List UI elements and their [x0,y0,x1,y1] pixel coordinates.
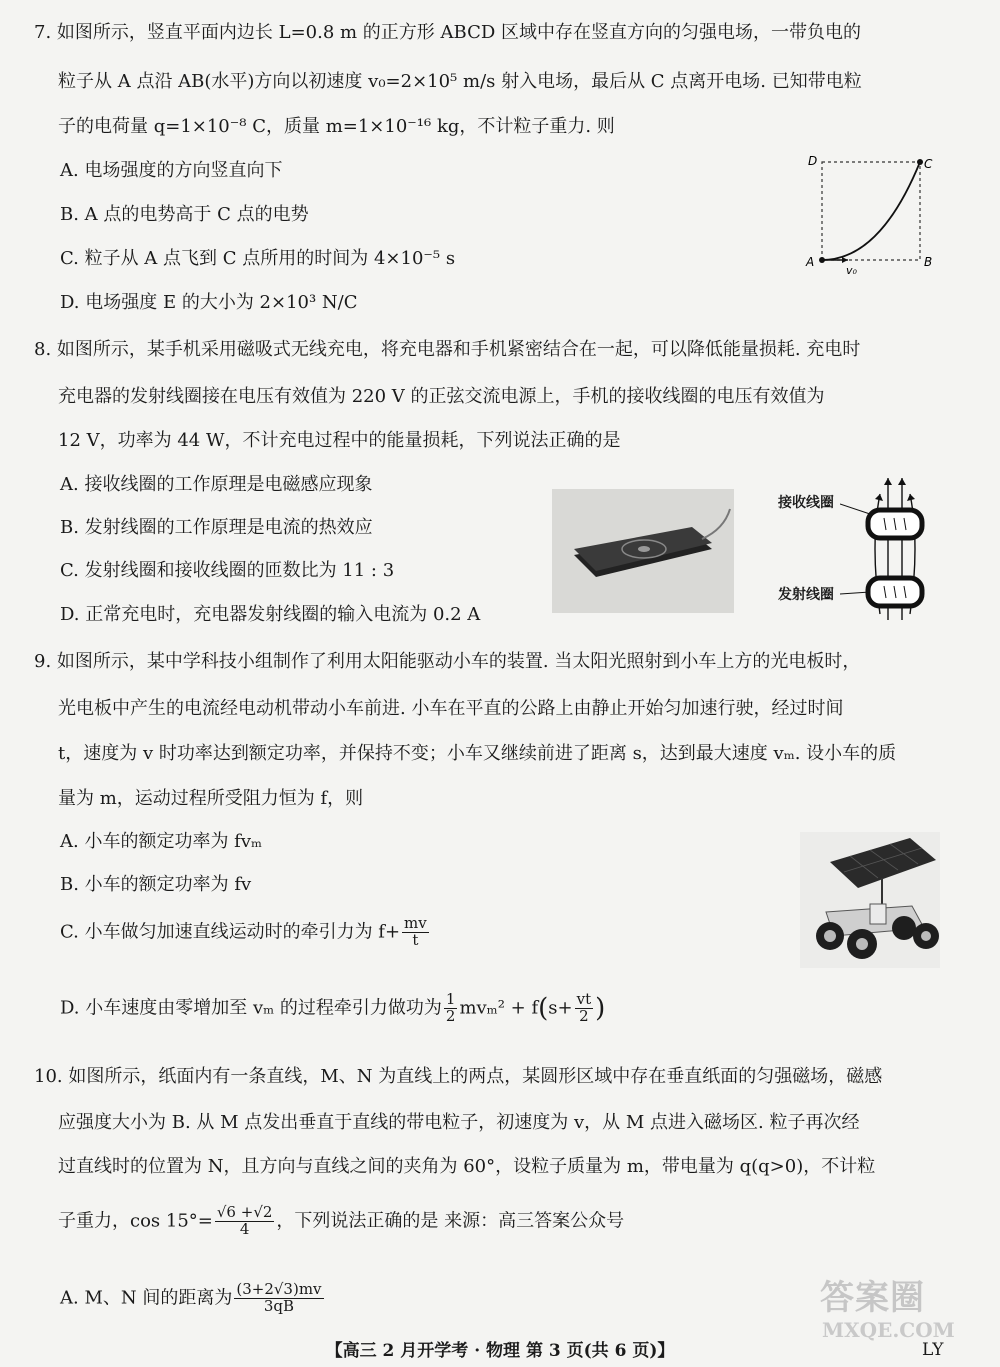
q9-stem-line4: 量为 m，运动过程所受阻力恒为 f，则 [58,788,364,809]
q9-d-vt-num: vt [576,990,592,1008]
q9-stem-line2: 光电板中产生的电流经电动机带动小车前进. 小车在平直的公路上由静止开始匀加速行驶，经过时间 [58,698,844,719]
q7-square-region [822,162,920,260]
q7-label-a: A [806,255,815,269]
q8-coil-diagram [840,474,950,624]
q10-option-a-text: A. M、N 间的距离为 [60,1287,233,1309]
q10-option-a [60,1282,326,1315]
q7-option-a: A. 电场强度的方向竖直向下 [60,160,283,181]
receive-pointer [840,504,870,514]
q9-solar-car-photo [800,832,940,968]
q9-d-fraction-half [444,992,458,1025]
q8-stem-line2: 充电器的发射线圈接在电压有效值为 220 V 的正弦交流电源上，手机的接收线圈的电压有效值为 [58,386,825,407]
q9-d-half-num: 1 [445,990,456,1008]
q9-d-fraction-vt [575,992,594,1025]
q8-option-b: B. 发射线圈的工作原理是电流的热效应 [60,517,373,538]
q9-option-c-fraction [402,916,429,949]
q9-option-d-text: D. 小车速度由零增加至 vₘ 的过程牵引力做功为 [60,997,442,1019]
q7-stem-line2: 粒子从 A 点沿 AB(水平)方向以初速度 v₀=2×10⁵ m/s 射入电场，最后从 C 点离开电场. 已知带电粒 [58,71,862,92]
q7-stem-line3: 子的电荷量 q=1×10⁻⁸ C，质量 m=1×10⁻¹⁶ kg，不计粒子重力. 则 [58,116,615,137]
q9-stem-line3: t，速度为 v 时功率达到额定功率，并保持不变；小车又继续前进了距离 s，达到最大速度 vₘ. 设小车的质 [58,743,897,764]
q7-trajectory [822,162,920,260]
watermark-url: MXQE.COM [822,1318,955,1342]
q9-d-middle: mvₘ² + f [459,997,539,1019]
q8-option-c: C. 发射线圈和接收线圈的匝数比为 11 : 3 [60,560,395,581]
wheel-back-left [892,916,916,940]
q8-stem-line3: 12 V，功率为 44 W，不计充电过程中的能量损耗，下列说法正确的是 [58,430,621,451]
q7-label-b: B [924,255,933,269]
q9-option-b: B. 小车的额定功率为 fv [60,874,252,895]
q10-cos15-num: √6 +√2 [216,1203,273,1221]
q7-label-v0: v₀ [846,264,857,277]
q7-arrow-head [842,257,848,263]
q10-stem-line1: 10. 如图所示，纸面内有一条直线，M、N 为直线上的两点，某圆形区域中存在垂直纸面的匀强磁场，磁感 [34,1066,883,1087]
q9-c-numerator: mv [404,914,427,932]
q10-a-num: (3+2√3)mv [236,1280,322,1298]
q10-line4-tail: ，下列说法正确的是 来源：高三答案公众号 [276,1210,625,1232]
q10-cos15-fraction [215,1205,275,1238]
q10-line4-text: 子重力，cos 15°= [58,1210,213,1232]
q9-d-s: s+ [548,997,573,1019]
q7-option-c: C. 粒子从 A 点飞到 C 点所用的时间为 4×10⁻⁵ s [60,248,456,269]
q10-a-den: 3qB [263,1296,295,1315]
q8-option-a: A. 接收线圈的工作原理是电磁感应现象 [60,474,373,495]
q7-option-d: D. 电场强度 E 的大小为 2×10³ N/C [60,292,358,313]
q10-option-a-fraction [234,1282,323,1315]
q10-cos15-den: 4 [239,1219,250,1238]
q10-stem-line3: 过直线时的位置为 N，且方向与直线之间的夹角为 60°，设粒子质量为 m，带电量为 q(q>0)，不计粒 [58,1156,876,1177]
q7-option-b: B. A 点的电势高于 C 点的电势 [60,204,309,225]
q8-option-d: D. 正常充电时，充电器发射线圈的输入电流为 0.2 A [60,604,481,625]
page-footer: 【高三 2 月开学考 · 物理 第 3 页(共 6 页)】 [325,1341,675,1361]
q7-point-c [917,159,923,165]
q8-label-receive-coil: 接收线圈 [778,495,834,511]
q9-option-a: A. 小车的额定功率为 fvₘ [60,831,263,852]
q8-label-emit-coil: 发射线圈 [778,587,834,603]
q9-c-denominator: t [412,930,419,949]
q9-option-c [60,916,431,949]
q9-option-d: D. 小车速度由零增加至 vₘ 的过程牵引力做功为 $\frac{1}{2}$ mvₘ² + f(s+ $\frac{vt}{2}$ ) [60,990,606,1025]
q10-stem-line4 [58,1205,624,1238]
exam-code: LY [922,1340,944,1360]
q9-stem-line1: 9. 如图所示，某中学科技小组制作了利用太阳能驱动小车的装置. 当太阳光照射到小车上方的光电板时， [34,651,861,672]
q7-label-d: D [808,154,818,168]
q7-label-c: C [924,157,933,171]
q9-d-vt-den: 2 [579,1006,589,1025]
q7-figure [800,148,950,278]
q8-stem-line1: 8. 如图所示，某手机采用磁吸式无线充电，将充电器和手机紧密结合在一起，可以降低能量损耗. 充电时 [34,339,861,360]
q8-charger-photo [552,489,734,613]
q7-stem-line1: 7. 如图所示，竖直平面内边长 L=0.8 m 的正方形 ABCD 区域中存在竖直方向的匀强电场，一带负电的 [34,22,861,43]
q9-d-half-den: 2 [445,1006,456,1025]
watermark-logo: 答案圈 [820,1278,925,1318]
q10-stem-line2: 应强度大小为 B. 从 M 点发出垂直于直线的带电粒子，初速度为 v，从 M 点进入磁场区. 粒子再次经 [58,1112,860,1133]
q9-option-c-text: C. 小车做匀加速直线运动时的牵引力为 f+ [60,921,401,943]
